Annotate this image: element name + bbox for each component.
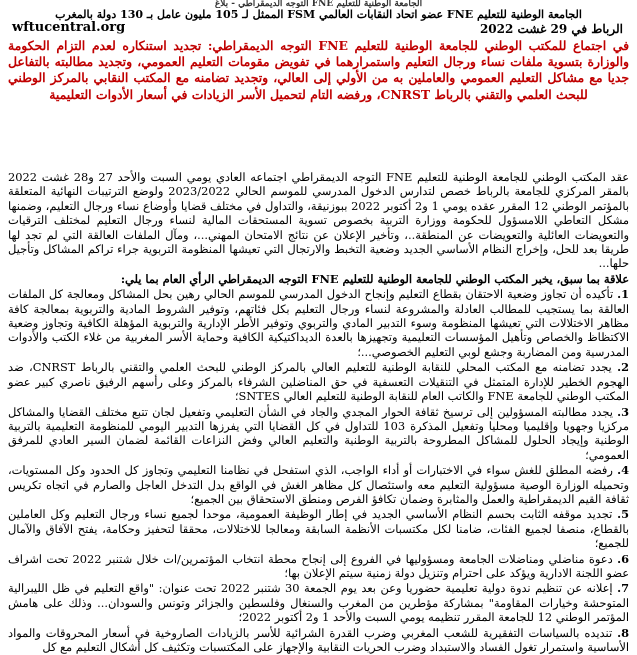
- numbered-point: [8, 552, 629, 581]
- point-number: 2.: [617, 360, 630, 375]
- document-headline: في اجتماع للمكتب الوطني للجامعة الوطنية للتعليم FNE التوجه الديمقراطي: تجديد استنكاره لعدم التزام الحكومة والوزارة بتسوية ملفات نساء ورجال التعليم واستمرارهما في تفويض مقومات التعليم العمومي، وتجديد مطالبته بالتفاعل جديا مع مشاكل التعليم العمومي والعاملين به من الأولي إلى العالي، وتجديد تضامنه مع المكتب النقابي بالمركز الوطني للبحث العلمي والتقني بالرباط CNRST، ورفضه التام لتحميل الأسر الزيادات في أسعار الأدوات التعليمية: [8, 38, 629, 102]
- organization-line: الجامعة الوطنية للتعليم FNE عضو اتحاد النقابات العالمي FSM الممثل لـ 105 مليون عامل بـ 130 دولة بالمغرب: [55, 8, 582, 21]
- point-text: رفضه المطلق للغش سواء في الاختبارات أو أداء الواجب، الذي استفحل في نظامنا التعليمي وتجاوز كل الحدود وكل المستويات، وتحميله الوزارة الوصية مسؤولية التعليم معه واستئصال كل مظاهر الغش في الواقع بدل التدخل العاجل والصارم في اتجاه تكريس ثقافة القيم الديمقراطية والعمل والمثابرة وضمان تكافؤ الفرص ومنطق الاستحقاق بين الجميع؛: [8, 463, 629, 506]
- point-number: 4.: [617, 463, 629, 478]
- point-text: يجدد مطالبته المسؤولين إلى ترسيخ ثقافة الحوار المجدي والجاد في الشأن التعليمي وتفعيل لجان تتبع مختلف القضايا والمشاكل مركزيا وجهويا وإقليميا ومحليا وتفعيل المذكرة 103 للتداول في كل القضايا التي يفرزها التدبير اليومي للمنظومة التعليمية بالتربية الوطنية وإيجاد الحلول للمشاكل المطروحة بالتربية الوطنية والتعليم العالي وفض النزاعات القائمة لضمان السير العادي للمرفق العمومي؛: [8, 404, 630, 462]
- document-body: [8, 170, 629, 655]
- numbered-point: [8, 581, 629, 624]
- top-strip-text: الجامعة الوطنية للتعليم FNE التوجه الديمقراطي - بلاغ: [214, 0, 423, 8]
- point-text: إعلانه عن تنظيم ندوة دولية تعليمية حضوريا وعن بعد يوم الجمعة 30 شتنبر 2022 تحت عنوان: "واقع التعليم في ظل الليبرالية المتوحشة وخيارات المقاومة" بمشاركة مؤطرين من المغرب والسنغال وفلسطين والجزائر وتونس والسودان... وذلك على هامش المؤتمر الوطني 12 للجامعة المقرر تنظيمه يومي السبت والأحد 1 و2 أكتوبر 2022؛: [8, 581, 629, 625]
- point-text: تأكيده أن تجاوز وضعية الاحتقان بقطاع التعليم وإنجاح الدخول المدرسي للموسم الحالي رهين بحل المشاكل ومعالجة كل الملفات العالقة بما يستجيب للمطالب العادلة والمشروعة لنساء ورجال التعليم بكل فئاتهم، وتوفير الشروط المادية والتربوية بمعالجة كافة مظاهر الاختلالات التي تعيشها المنظومة وسوء التدبير المادي والتربوي وتوفير الأطر الإدارية والتربوية المؤهلة الكافية وتجاوز وضعية الاكتظاظ والخصاص وتأهيل المؤسسات التعليمية وتجهيزها بالعدة الديداكتيكية الكافية وحماية الأسر المغربية من غلاء الكتب والأدوات المدرسية ومن المضاربة وجشع لوبي التعليم الخصوصي...؛: [8, 287, 629, 359]
- point-number: 1.: [617, 287, 629, 302]
- point-text: تنديده بالسياسات التفقيرية للشعب المغربي وضرب القدرة الشرائية للأسر بالزيادات الصاروخية في أسعار المحروقات والمواد الأساسية واستمرار تغول الفساد والاستبداد وضرب الحريات النقابية والإجهاز على المكتسبات وتكثيف كل أشكال التعليم مع كل: [8, 625, 629, 654]
- point-text: تجديد موقفه الثابت بحسم النظام الأساسي الجديد في إطار الوظيفة العمومية، موحدا لجميع نساء ورجال التعليم وكل العاملين بالقطاع، منصفا لجميع الفئات، ضامنا لكل مكتسبات الأنظمة السابقة ومعالجا للاختلالات، محققا لتحفيز وحكامة، يفتح الآفاق والآمال للجميع؛: [8, 507, 629, 551]
- point-text: دعوة مناضلي ومناضلات الجامعة ومسؤوليها في الفروع إلى إنجاح محطة انتخاب المؤتمرين/ات خلال شتنبر 2022 تحت اشراف عضو اللجنة الادارية ويؤكد على احترام وتنزيل دولة زمنية سيتم الإعلان بها؛: [8, 551, 629, 580]
- point-number: 7.: [617, 581, 630, 596]
- point-number: 3.: [617, 404, 629, 419]
- numbered-point: [8, 507, 629, 550]
- numbered-point: [8, 626, 629, 655]
- numbered-point: [8, 287, 629, 359]
- document-date: الرباط في 29 غشت 2022: [479, 22, 623, 36]
- numbered-point: [8, 405, 629, 463]
- numbered-point: [8, 463, 629, 506]
- intro-paragraph: عقد المكتب الوطني للجامعة الوطنية للتعليم FNE التوجه الديمقراطي اجتماعه العادي يومي السبت والأحد 27 و28 غشت 2022 بالمقر المركزي للجامعة بالرباط خصص لتدارس الدخول المدرسي للموسم الحالي 2023/2022 ولوضع الترتيبات النهائية المتعلقة بالمؤتمر الوطني 12 المقرر عقده يومي 1 و2 أكتوبر 2022 ببوزنيقة، والتداول في مختلف قضايا وأوضاع نساء ورجال التعليم، وضمنها مشكل التعاطي اللامسؤول للحكومة ووزارة التربية بخصوص تسوية المستحقات المالية لنساء ورجال التعليم لمختلف الترقيات والتعويضات العائلية والتعويضات عن المنطقة..، وتأخير الإعلان عن نتائج الامتحان المهني...، ومآل الملفات العالقة التي لم تجد لها طريقا بعد للحل، وإخراج النظام الأساسي الجديد وضعية التخبط والارتجال التي تعيشها المنظومة التربوية جراء تراكم المشاكل وتأجيل حلها...: [8, 170, 629, 271]
- website-link[interactable]: wftucentral.org: [12, 20, 126, 35]
- numbered-point: [8, 360, 629, 403]
- point-text: يجدد تضامنه مع المكتب المحلي للنقابة الوطنية للتعليم العالي بالمركز الوطني للبحث العلمي والتقني بالرباط CNRST، ضد الهجوم الخطير للإدارة المتمثل في التنقيلات التعسفية في حق المناضلين الشرفاء بالمركز وعلى رأسهم الرفيق ناصري كبير عضو المكتب الوطني للجامعة FNE والكاتب العام للنقابة الوطنية للتعليم العالي SNTES؛: [8, 360, 629, 404]
- intro-lead-paragraph: علاقة بما سبق، يخبر المكتب الوطني للجامعة الوطنية للتعليم FNE التوجه الديمقراطي الرأي العام بما يلي:: [120, 271, 629, 286]
- point-number: 5.: [617, 507, 629, 522]
- point-number: 6.: [617, 551, 629, 566]
- point-number: 8.: [617, 625, 629, 640]
